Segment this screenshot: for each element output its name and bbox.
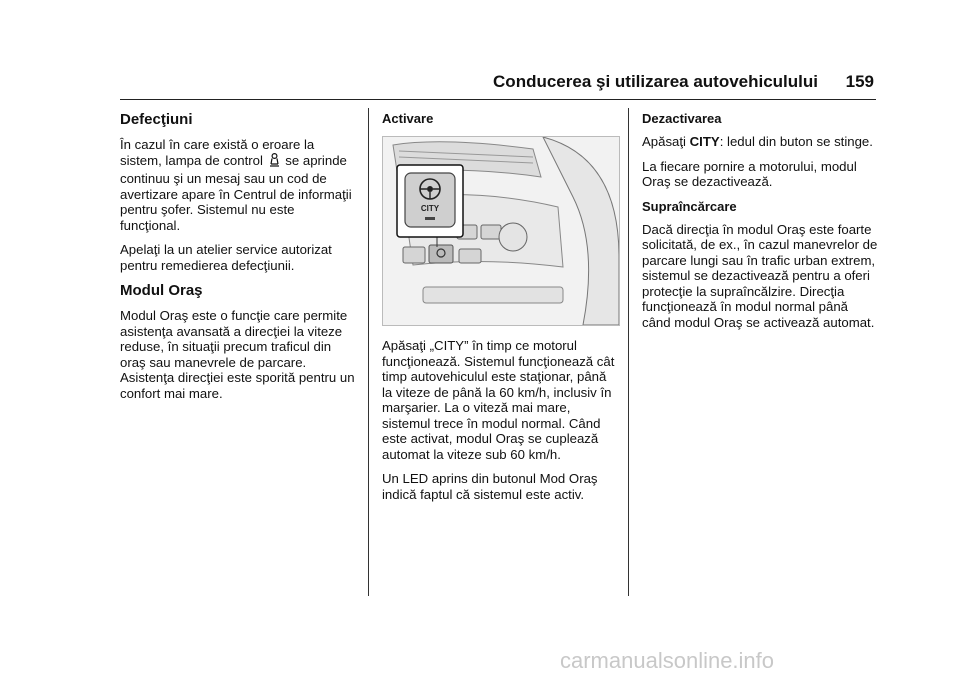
paragraph-dezactivare-suffix: : ledul din buton se stinge.	[719, 134, 873, 149]
heading-defectiuni: Defecţiuni	[120, 111, 193, 128]
paragraph-service: Apelaţi la un atelier service autorizat pentru remedierea defecţiunii.	[120, 242, 332, 273]
city-button-label: CITY	[420, 204, 440, 213]
heading-activare: Activare	[382, 111, 434, 126]
paragraph-error	[120, 137, 356, 233]
paragraph-led: Un LED aprins din butonul Mod Oraş indică faptul că sistemul este activ.	[382, 471, 598, 502]
watermark: carmanualsonline.info	[560, 648, 775, 673]
paragraph-error-part-1: În cazul în care există o eroare la sistem, lampa de control	[120, 137, 315, 168]
paragraph-dezactivare	[642, 134, 878, 150]
header-title: Conducerea şi utilizarea autovehiculului	[493, 72, 818, 91]
page-number: 159	[845, 72, 874, 91]
page-header	[120, 72, 876, 98]
paragraph-pornire: La fiecare pornire a motorului, modul Oraş se dezactivează.	[642, 158, 857, 189]
column-3	[642, 108, 878, 339]
steering-warning-icon	[269, 153, 280, 172]
heading-modul-oras: Modul Oraş	[120, 282, 203, 299]
column-2	[382, 108, 618, 511]
paragraph-activare: Apăsaţi „CITY” în timp ce motorul funcţionează. Sistemul funcţionează cât timp autovehiculul este staţionar, până la viteze de până la 60 km/h, inclusiv în marşarier. La o viteză mai mare, sistemul trece în modul normal. Când este activat, modul Oraş se cuplează automat la viteze sub 60 km/h.	[382, 338, 615, 462]
column-divider-1	[368, 108, 369, 596]
paragraph-modul-oras: Modul Oraş este o funcţie care permite asistenţa avansată a direcţiei la viteze reduse, în situaţii precum traficul din oraş sau manevrele de parcare. Asistenţa direcţiei este sporită pentru un confort mai mare.	[120, 308, 355, 401]
heading-dezactivarea: Dezactivarea	[642, 111, 722, 126]
paragraph-dezactivare-prefix: Apăsaţi	[642, 134, 690, 149]
city-keyword: CITY	[689, 134, 720, 149]
dashboard-illustration	[382, 136, 620, 326]
column-1	[120, 108, 356, 410]
paragraph-error-part-2: se aprinde continuu şi un mesaj sau un cod de avertizare apare în Centrul de informaţii pentru şofer. Sistemul nu este funcţional.	[120, 152, 352, 233]
heading-supraincarcare: Supraîncărcare	[642, 198, 737, 214]
header-rule	[120, 99, 876, 100]
paragraph-supraincarcare: Dacă direcţia în modul Oraş este foarte solicitată, de ex., în cazul manevrelor de parcare lungi sau în trafic urban extrem, sistemul se dezactivează pentru a oferi protecţie la supraîncălzire. Direcţia funcţionează în modul normal până când modul Oraş se activează automat.	[642, 221, 878, 330]
column-divider-2	[628, 108, 629, 596]
